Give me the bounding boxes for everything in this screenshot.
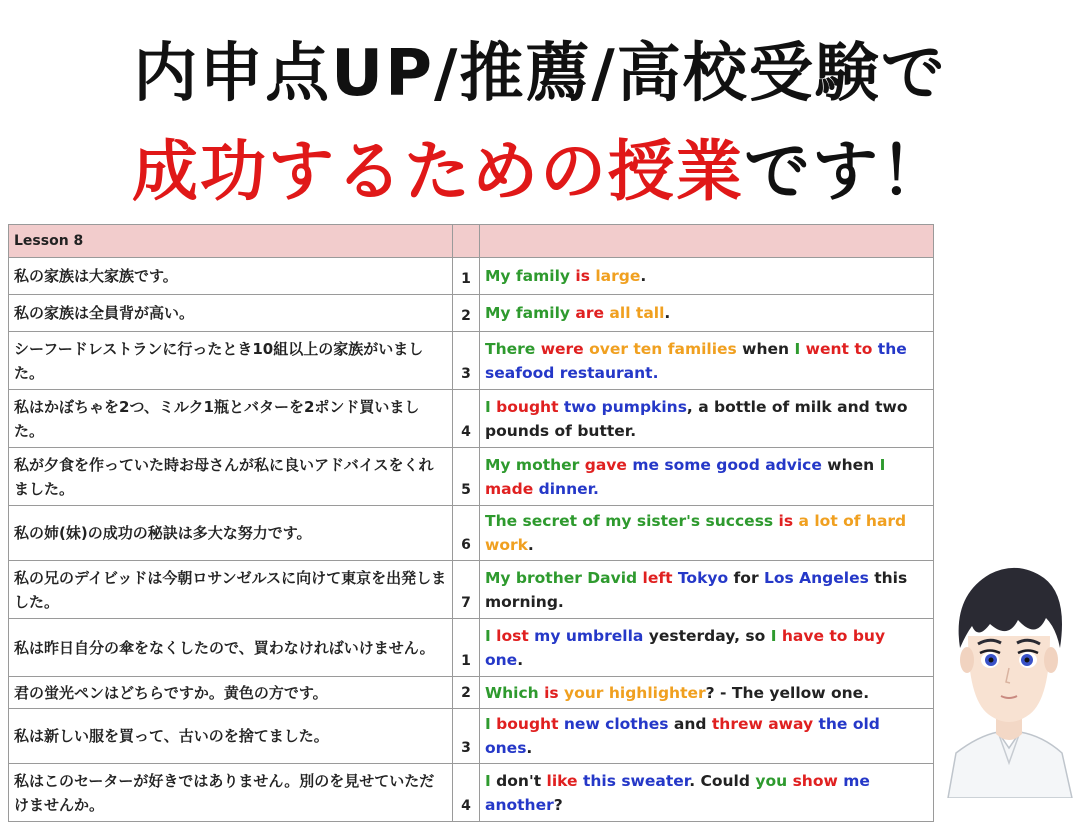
table-row — [9, 295, 934, 332]
english-segment: all tall — [604, 304, 665, 322]
english-segment: There — [485, 339, 541, 358]
table-row — [9, 764, 934, 822]
english-segment: for — [728, 568, 764, 587]
lesson-table — [8, 224, 934, 822]
english-segment: bought — [496, 397, 564, 416]
english-segment: My mother — [485, 455, 585, 474]
english-segment: large — [589, 267, 641, 285]
header-en-cell — [480, 225, 934, 258]
header-num-cell — [453, 225, 480, 258]
english-segment: , a bottle of milk and two pounds of butter. — [485, 397, 908, 440]
english-segment: is — [544, 683, 565, 702]
english-segment: you — [755, 771, 793, 790]
english-segment: . Could — [689, 771, 756, 790]
english-segment: dinner. — [538, 479, 599, 498]
english-segment: your highlighter — [564, 683, 706, 702]
english-segment: lost — [496, 626, 535, 645]
english-segment: some good advice — [664, 455, 822, 474]
english-segment: this morning. — [485, 568, 908, 611]
english-segment: . — [527, 536, 534, 554]
english-segment: left — [642, 568, 678, 587]
english-segment: when — [736, 339, 795, 358]
english-segment: threw away — [711, 715, 819, 733]
japanese-sentence: 私は新しい服を買って、古いのを捨てました。 — [9, 709, 453, 764]
english-segment: . — [664, 304, 671, 322]
english-sentence — [480, 677, 934, 709]
japanese-sentence: 私の家族は大家族です。 — [9, 258, 453, 295]
english-segment: I — [485, 626, 497, 645]
english-segment: show — [792, 771, 844, 790]
english-segment: Tokyo — [677, 568, 729, 587]
table-row — [9, 561, 934, 619]
english-segment: don't — [496, 771, 547, 790]
english-segment: I — [485, 771, 497, 790]
japanese-sentence: 君の蛍光ペンはどちらですか。黄色の方です。 — [9, 677, 453, 709]
english-segment: made — [485, 479, 539, 498]
english-sentence — [480, 390, 934, 448]
english-segment: I — [485, 715, 497, 733]
english-segment: I — [485, 397, 497, 416]
english-segment: yesterday, so — [643, 626, 771, 645]
english-segment: bought — [496, 715, 564, 733]
english-sentence — [480, 448, 934, 506]
english-segment: I — [794, 339, 806, 358]
table-row — [9, 677, 934, 709]
sentence-number: 3 — [453, 709, 480, 764]
english-segment: one — [485, 650, 518, 669]
english-segment: another — [485, 795, 554, 814]
lesson-header: Lesson 8 — [9, 225, 453, 258]
english-segment: is — [575, 267, 590, 285]
english-segment: . — [640, 267, 647, 285]
english-segment: I — [879, 455, 886, 474]
english-segment: is — [773, 512, 799, 530]
english-segment: went to — [805, 339, 878, 358]
sentence-number: 4 — [453, 390, 480, 448]
table-row — [9, 506, 934, 561]
title-text-1: 内申点UP/推薦/高校受験で — [133, 37, 947, 111]
english-segment: have to buy — [781, 626, 886, 645]
english-segment: a lot of hard work — [485, 512, 907, 554]
english-segment: me — [632, 455, 665, 474]
english-segment: me — [843, 771, 870, 790]
japanese-sentence: 私はこのセーターが好きではありません。別のを見せていただけませんか。 — [9, 764, 453, 822]
english-segment: Los Angeles — [764, 568, 869, 587]
table-row — [9, 448, 934, 506]
japanese-sentence: 私は昨日自分の傘をなくしたので、買わなければいけません。 — [9, 619, 453, 677]
japanese-sentence: 私の姉(妹)の成功の秘訣は多大な努力です。 — [9, 506, 453, 561]
english-segment: . — [517, 650, 524, 669]
sentence-number: 1 — [453, 619, 480, 677]
title-text-black: です！ — [744, 133, 948, 210]
english-segment: I — [770, 626, 782, 645]
sentence-number: 6 — [453, 506, 480, 561]
sentence-number: 3 — [453, 332, 480, 390]
page-title-line2 — [0, 118, 1080, 213]
sentence-number: 4 — [453, 764, 480, 822]
english-segment: two pumpkins — [563, 397, 687, 416]
english-segment: . — [526, 739, 533, 757]
english-segment: My family — [485, 304, 576, 322]
english-segment: The secret of my sister's success — [485, 512, 774, 530]
sentence-number: 2 — [453, 677, 480, 709]
sentence-number: 7 — [453, 561, 480, 619]
english-segment: when — [821, 455, 880, 474]
english-segment: Which — [485, 683, 545, 702]
japanese-sentence: 私が夕食を作っていた時お母さんが私に良いアドバイスをくれました。 — [9, 448, 453, 506]
table-row — [9, 390, 934, 448]
page-title-line1 — [0, 22, 1080, 114]
english-segment: the old ones — [485, 715, 880, 757]
japanese-sentence: 私の兄のデイビッドは今朝ロサンゼルスに向けて東京を出発しました。 — [9, 561, 453, 619]
english-segment: new clothes — [563, 715, 669, 733]
table-row — [9, 619, 934, 677]
english-segment: this sweater — [582, 771, 690, 790]
english-segment: the seafood restaurant. — [485, 339, 907, 382]
english-segment: were — [540, 339, 590, 358]
english-sentence — [480, 764, 934, 822]
title-text-red: 成功するための授業 — [132, 133, 744, 210]
sentence-number: 2 — [453, 295, 480, 332]
english-segment: My brother David — [485, 568, 643, 587]
sentence-number: 1 — [453, 258, 480, 295]
english-segment: are — [575, 304, 605, 322]
japanese-sentence: 私はかぼちゃを2つ、ミルク1瓶とバターを2ポンド買いました。 — [9, 390, 453, 448]
english-segment: My family — [485, 267, 576, 285]
english-sentence — [480, 709, 934, 764]
english-segment: my umbrella — [534, 626, 644, 645]
english-sentence — [480, 506, 934, 561]
english-segment: like — [546, 771, 583, 790]
teacher-avatar-icon — [938, 548, 1080, 798]
japanese-sentence: 私の家族は全員背が高い。 — [9, 295, 453, 332]
english-sentence — [480, 619, 934, 677]
table-header-row — [9, 225, 934, 258]
english-sentence — [480, 258, 934, 295]
table-row — [9, 258, 934, 295]
english-sentence — [480, 561, 934, 619]
japanese-sentence: シーフードレストランに行ったとき10組以上の家族がいました。 — [9, 332, 453, 390]
table-row — [9, 709, 934, 764]
english-segment: and — [668, 715, 712, 733]
english-sentence — [480, 295, 934, 332]
english-segment: gave — [584, 455, 633, 474]
table-row — [9, 332, 934, 390]
sentence-number: 5 — [453, 448, 480, 506]
english-segment: over ten families — [589, 339, 737, 358]
english-segment: ? — [553, 795, 563, 814]
english-sentence — [480, 332, 934, 390]
english-segment: ? - The yellow one. — [705, 683, 870, 702]
